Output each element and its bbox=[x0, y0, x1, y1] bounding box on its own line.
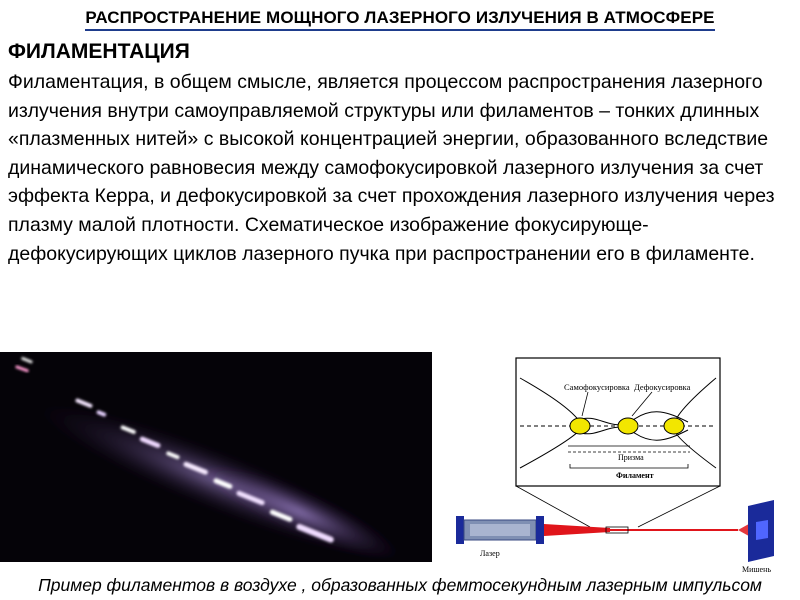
slide-title-text: РАСПРОСТРАНЕНИЕ МОЩНОГО ЛАЗЕРНОГО ИЗЛУЧЕНИЯ В АТМОСФЕРЕ bbox=[85, 8, 714, 31]
self-focusing-label: Самофокусировка bbox=[564, 382, 630, 392]
laser-icon bbox=[456, 516, 544, 544]
prism-label: Призма bbox=[618, 453, 644, 462]
focus-spot-3 bbox=[664, 418, 684, 434]
filamentation-diagram bbox=[438, 350, 800, 576]
focus-spot-2 bbox=[618, 418, 638, 434]
laser-beam bbox=[544, 524, 610, 536]
laser-label: Лазер bbox=[480, 549, 500, 558]
section-heading: ФИЛАМЕНТАЦИЯ bbox=[8, 40, 190, 63]
body-paragraph: Филаментация, в общем смысле, является процессом распространения лазерного излучения внутри самоуправляемой структуры или филаментов – тонких длинных «плазменных нитей» с высокой концентрацией энергии, образованного вследствие динамического равновесия между самофокусировкой лазерного излучения за счет эффекта Керра, и дефокусировкой за счет прохождения лазерного излучения через плазму малой плотности. Схематическое изображение фокусирующе-дефокусирующих циклов лазерного пучка при распространении его в филаменте. bbox=[8, 71, 775, 265]
filament-photo-image bbox=[0, 352, 432, 562]
filament-photo bbox=[0, 352, 432, 562]
filament-label: Филамент bbox=[616, 471, 654, 480]
photo-caption: Пример филаментов в воздухе , образованных фемтосекундным лазерным импульсом bbox=[38, 575, 762, 595]
filamentation-diagram-svg bbox=[438, 350, 800, 576]
target-label: Мишень bbox=[742, 565, 772, 574]
slide-title bbox=[0, 8, 800, 28]
target-icon bbox=[748, 500, 774, 562]
defocusing-label: Дефокусировка bbox=[634, 382, 691, 392]
focus-spot-1 bbox=[570, 418, 590, 434]
